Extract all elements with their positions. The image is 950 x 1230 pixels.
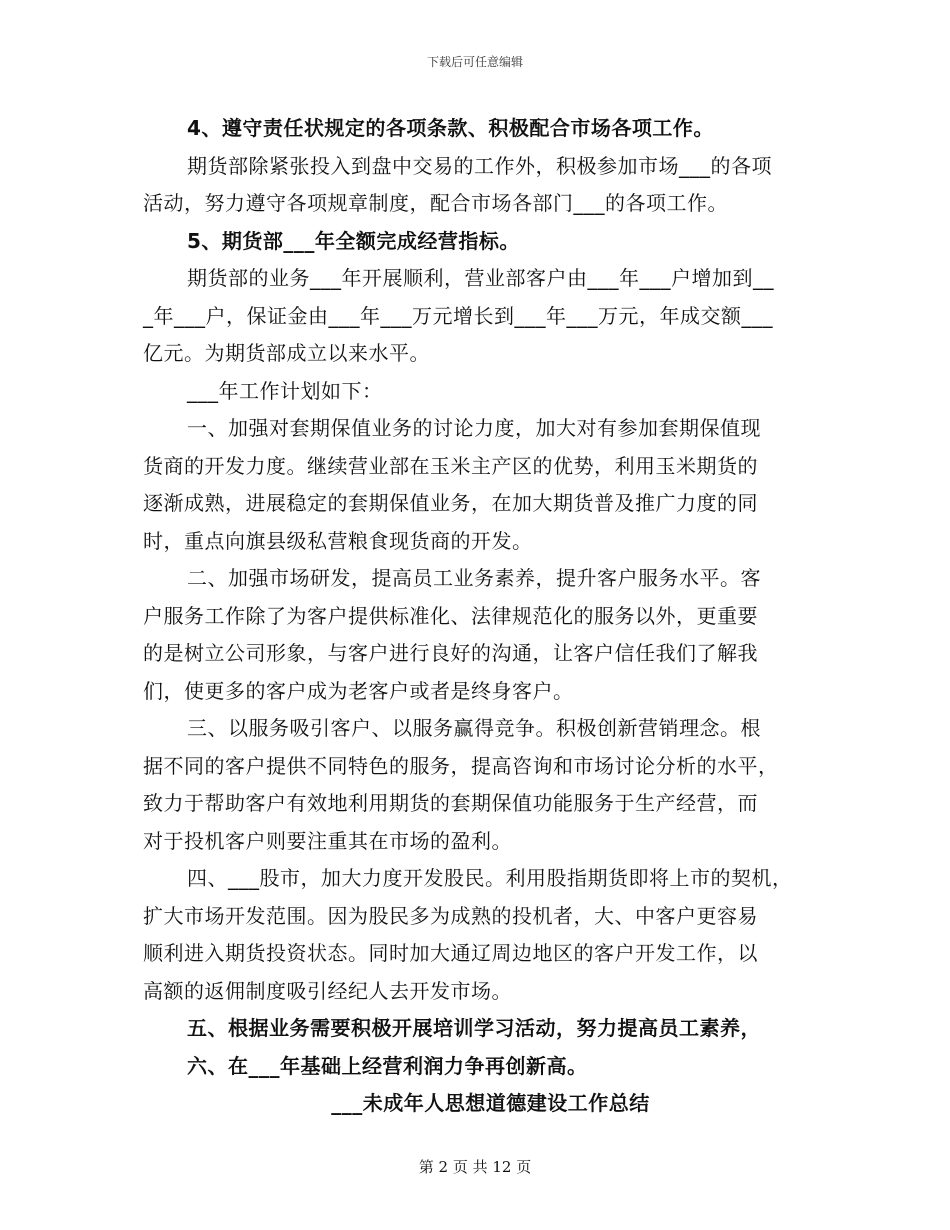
text-line: 二、加强市场研发，提高员工业务素养，提升客户服务水平。客 (187, 566, 761, 590)
text-line: 时，重点向旗县级私营粮食现货商的开发。 (143, 528, 533, 553)
text-line: 货商的开发力度。继续营业部在玉米主产区的优势，利用玉米期货的 (143, 453, 758, 478)
text-line: 扩大市场开发范围。因为股民多为成熟的投机者，大、中客户更容易 (143, 903, 758, 928)
header-note: 下载后可任意编辑 (426, 55, 523, 69)
text-line: 致力于帮助客户有效地利用期货的套期保值功能服务于生产经营，而 (143, 791, 758, 815)
text-line: 三、以服务吸引客户、以服务赢得竞争。积极创新营销理念。根 (187, 716, 761, 740)
text-line: 亿元。为期货部成立以来水平。 (143, 341, 430, 365)
text-line: ___年工作计划如下： (187, 378, 383, 403)
text-line: 4、遵守责任状规定的各项条款、积极配合市场各项工作。 (187, 116, 714, 140)
text-line: 对于投机客户则要注重其在市场的盈利。 (143, 828, 512, 853)
text-line: 逐渐成熟，进展稳定的套期保值业务，在加大期货普及推广力度的同 (143, 491, 758, 515)
text-line: 五、根据业务需要积极开展培训学习活动，努力提高员工素养， (187, 1016, 761, 1040)
text-line: 四、___股市，加大力度开发股民。利用股指期货即将上市的契机， (187, 866, 793, 890)
page-number: 第 2 页 共 12 页 (418, 1158, 532, 1176)
text-line: 期货部除紧张投入到盘中交易的工作外，积极参加市场___的各项 (187, 153, 772, 178)
text-line: 一、加强对套期保值业务的讨论力度，加大对有参加套期保值现 (187, 416, 761, 440)
text-line: 顺利进入期货投资状态。同时加大通辽周边地区的客户开发工作，以 (143, 941, 758, 965)
text-line: _年___户，保证金由___年___万元增长到___年___万元，年成交额___ (143, 303, 773, 328)
section-title: ___未成年人思想道德建设工作总结 (331, 1091, 650, 1115)
text-line: 期货部的业务___年开展顺利，营业部客户由___年___户增加到__ (187, 266, 774, 290)
text-line: 活动，努力遵守各项规章制度，配合市场各部门___的各项工作。 (143, 191, 728, 215)
text-line: 们，使更多的客户成为老客户或者是终身客户。 (143, 678, 574, 703)
text-line: 据不同的客户提供不同特色的服务，提高咨询和市场讨论分析的水平， (143, 753, 779, 778)
text-line: 六、在___年基础上经营利润力争再创新高。 (187, 1053, 588, 1078)
text-line: 的是树立公司形象，与客户进行良好的沟通，让客户信任我们了解我 (143, 641, 758, 665)
text-line: 户服务工作除了为客户提供标准化、法律规范化的服务以外，更重要 (143, 603, 758, 628)
text-line: 高额的返佣制度吸引经纪人去开发市场。 (143, 978, 512, 1003)
text-line: 5、期货部___年全额完成经营指标。 (187, 228, 520, 253)
document-body (143, 110, 818, 1123)
